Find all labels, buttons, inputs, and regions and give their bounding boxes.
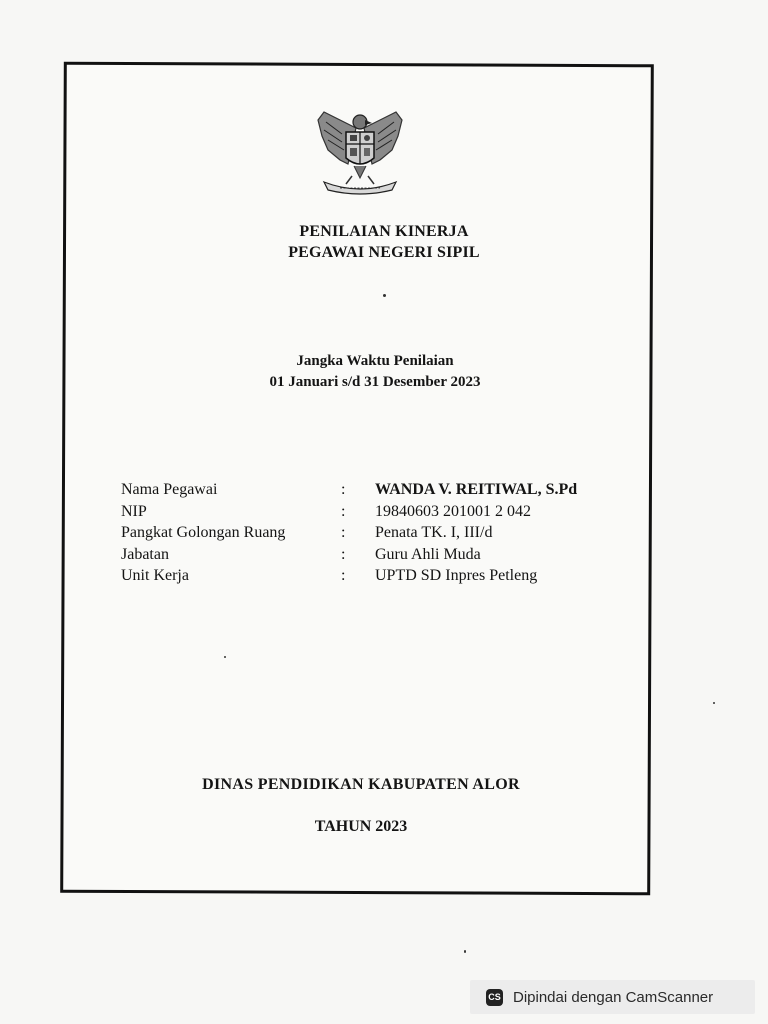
employee-info-row bbox=[121, 481, 577, 503]
scan-speck bbox=[713, 702, 715, 704]
field-separator: : bbox=[341, 481, 346, 498]
camscanner-watermark bbox=[470, 980, 755, 1014]
field-value: Guru Ahli Muda bbox=[375, 545, 481, 563]
scan-speck bbox=[383, 294, 386, 297]
field-value: WANDA V. REITIWAL, S.Pd bbox=[375, 481, 578, 498]
employee-info-row bbox=[121, 546, 577, 568]
employee-info-table bbox=[121, 481, 577, 589]
document-year: TAHUN 2023 bbox=[314, 818, 408, 835]
period-range: 01 Januari s/d 31 Desember 2023 bbox=[269, 374, 481, 390]
field-separator: : bbox=[341, 524, 346, 541]
document-title-line2: PEGAWAI NEGERI SIPIL bbox=[288, 244, 480, 261]
document-title-line1: PENILAIAN KINERJA bbox=[299, 223, 469, 240]
employee-info-row bbox=[121, 524, 577, 546]
camscanner-text: Dipindai dengan CamScanner bbox=[513, 988, 714, 1006]
agency-name: DINAS PENDIDIKAN KABUPATEN ALOR bbox=[202, 776, 520, 793]
field-label: Jabatan bbox=[121, 545, 169, 563]
field-value: UPTD SD Inpres Petleng bbox=[375, 567, 538, 584]
employee-info-row bbox=[121, 567, 577, 589]
scan-speck bbox=[224, 656, 226, 658]
period-label: Jangka Waktu Penilaian bbox=[296, 353, 454, 369]
field-label: NIP bbox=[121, 502, 147, 520]
field-value: Penata TK. I, III/d bbox=[375, 524, 493, 541]
scan-speck bbox=[464, 950, 466, 953]
field-separator: : bbox=[341, 502, 346, 520]
camscanner-logo-icon: CS bbox=[486, 989, 503, 1006]
field-label: Unit Kerja bbox=[121, 567, 189, 584]
field-separator: : bbox=[341, 567, 346, 584]
garuda-emblem-icon bbox=[312, 106, 408, 196]
employee-info-row bbox=[121, 503, 577, 525]
field-value: 19840603 201001 2 042 bbox=[375, 502, 531, 520]
field-separator: : bbox=[341, 545, 346, 563]
field-label: Pangkat Golongan Ruang bbox=[121, 524, 286, 541]
field-label: Nama Pegawai bbox=[121, 481, 218, 498]
